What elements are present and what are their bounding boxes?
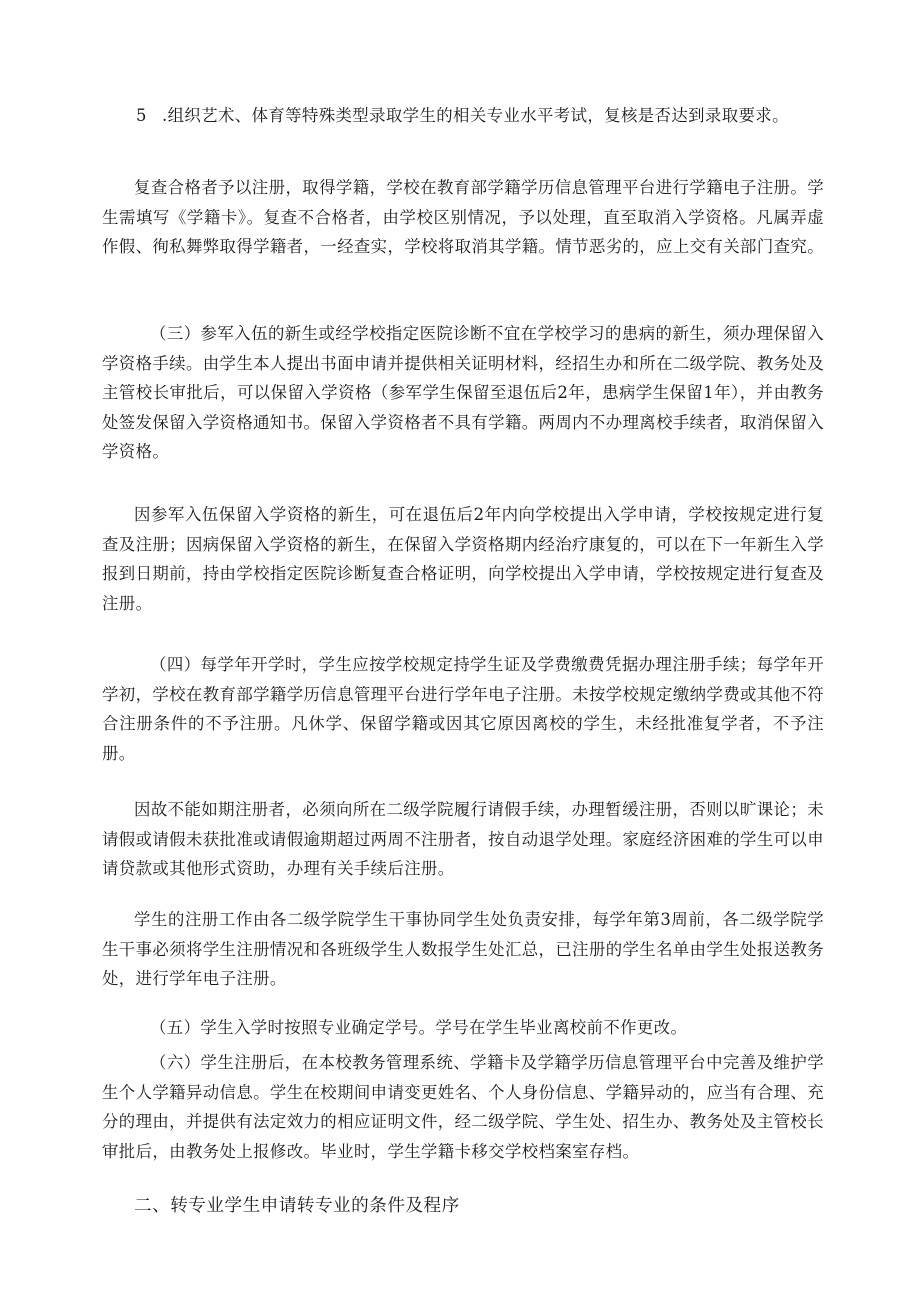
paragraph-registration-work: 学生的注册工作由各二级学院学生干事协同学生处负责安排，每学年第3周前，各二级学院学生干事必须将学生注册情况和各班级学生人数报学生处汇总，已注册的学生名单由学生处报送教务处，进行学年电子注册。 — [102, 910, 824, 988]
paragraph-section-3-retain-admission: （三）参军入伍的新生或经学校指定医院诊断不宜在学校学习的患病的新生，须办理保留入学资格手续。由学生本人提出书面申请并提供相关证明材料，经招生办和所在二级学院、教务处及主管校长审批后，可以保留入学资格（参军学生保留至退伍后2年，患病学生保留1年），并由教务处签发保留入学资格通知书。保留入学资格者不具有学籍。两周内不办理离校手续者，取消保留入学资格。 — [102, 324, 824, 461]
paragraph-section-4-annual-registration: （四）每学年开学时，学生应按学校规定持学生证及学费缴费凭据办理注册手续；每学年开学初，学校在教育部学籍学历信息管理平台进行学年电子注册。未按学校规定缴纳学费或其他不符合注册条件的不予注册。凡休学、保留学籍或因其它原因离校的学生，未经批准复学者，不予注册。 — [102, 655, 824, 763]
paragraph-retained-admission-reapply: 因参军入伍保留入学资格的新生，可在退伍后2年内向学校提出入学申请，学校按规定进行复查及注册；因病保留入学资格的新生，在保留入学资格期内经治疗康复的，可以在下一年新生入学报到日期前，持由学校指定医院诊断复查合格证明，向学校提出入学申请，学校按规定进行复查及注册。 — [102, 505, 824, 613]
section-heading-transfer-major: 二、转专业学生申请转专业的条件及程序 — [134, 1196, 460, 1216]
list-item-5 — [136, 101, 789, 131]
paragraph-section-5-student-id: （五）学生入学时按照专业确定学号。学号在学生毕业离校前不作更改。 — [150, 1018, 688, 1037]
paragraph-section-6-status-maintenance: （六）学生注册后，在本校教务管理系统、学籍卡及学籍学历信息管理平台中完善及维护学生个人学籍异动信息。学生在校期间申请变更姓名、个人身份信息、学籍异动的，应当有合理、充分的理由，并提供有法定效力的相应证明文件，经二级学院、学生处、招生办、教务处及主管校长审批后，由教务处上报修改。毕业时，学生学籍卡移交学校档案室存档。 — [102, 1053, 824, 1161]
list-item-number: 5 — [136, 106, 147, 125]
paragraph-deferred-registration: 因故不能如期注册者，必须向所在二级学院履行请假手续，办理暂缓注册，否则以旷课论；未请假或请假未获批准或请假逾期超过两周不注册者，按自动退学处理。家庭经济困难的学生可以申请贷款或其他形式资助，办理有关手续后注册。 — [102, 800, 824, 878]
list-item-text: .组织艺术、体育等特殊类型录取学生的相关专业水平考试，复核是否达到录取要求。 — [162, 106, 789, 125]
paragraph-registration-review: 复查合格者予以注册，取得学籍，学校在教育部学籍学历信息管理平台进行学籍电子注册。学生需填写《学籍卡》。复查不合格者，由学校区别情况，予以处理，直至取消入学资格。凡属弄虚作假、徇私舞弊取得学籍者，一经查实，学校将取消其学籍。情节恶劣的，应上交有关部门查究。 — [102, 178, 824, 256]
